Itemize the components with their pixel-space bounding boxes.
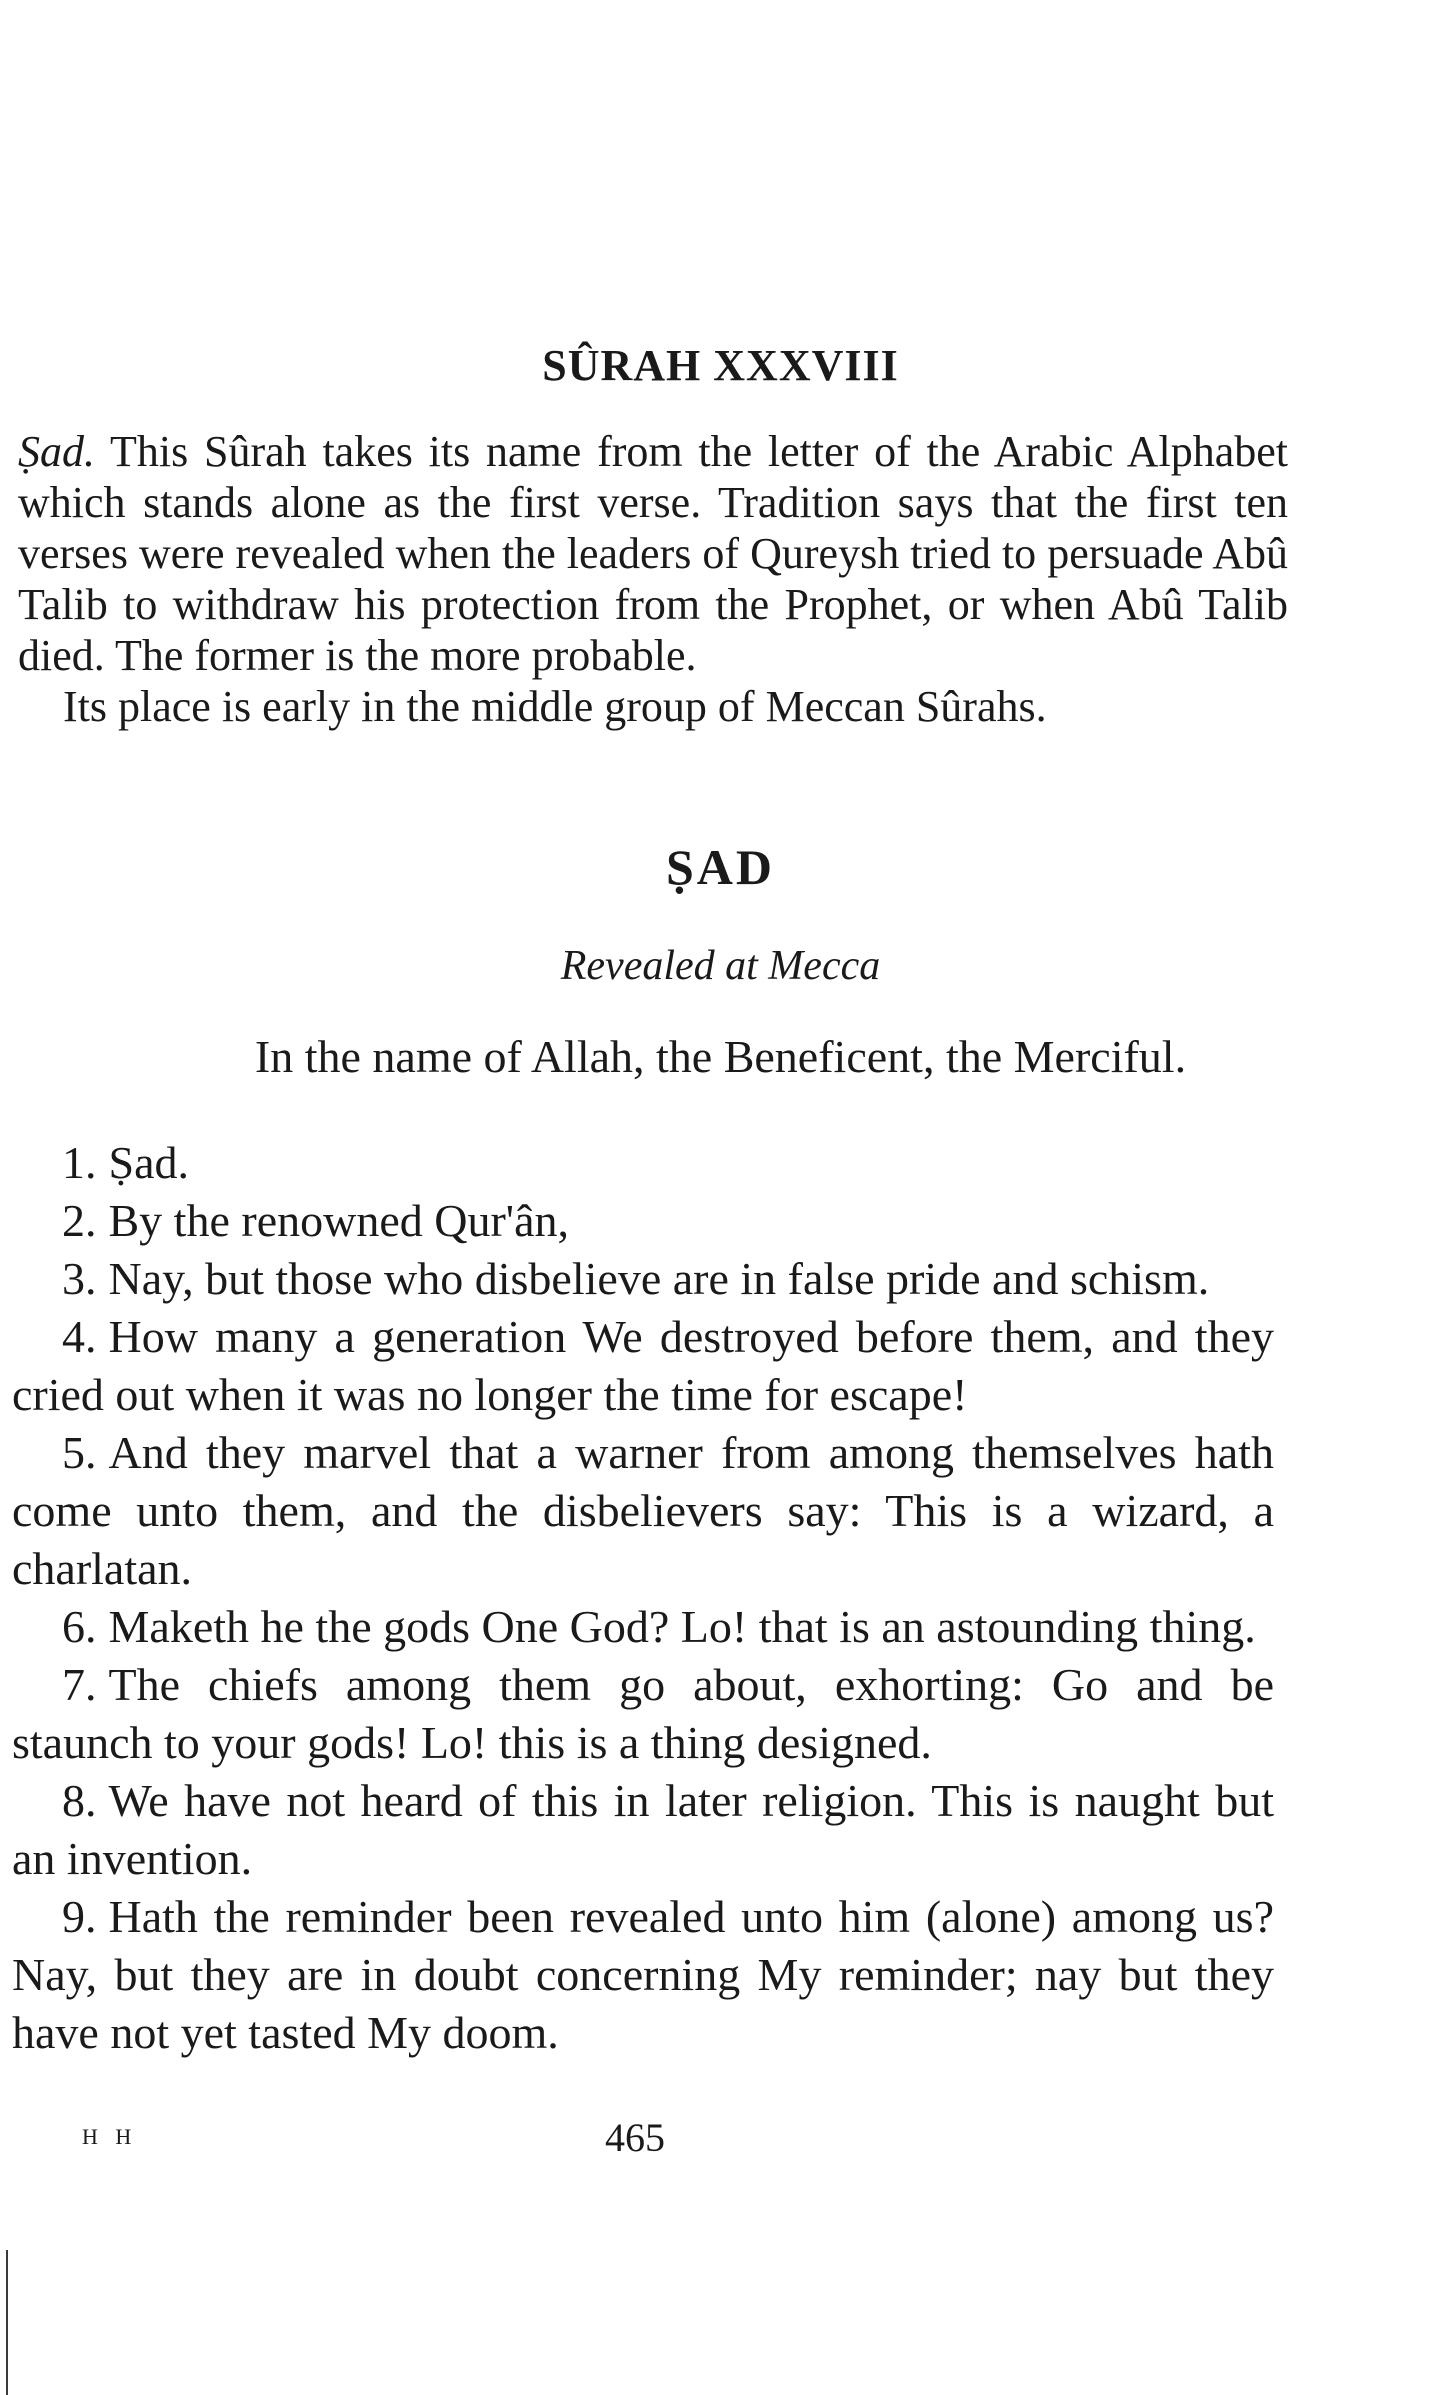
verse	[12, 1772, 1274, 1888]
verse	[12, 1888, 1274, 2062]
verse-number: 1.	[62, 1137, 97, 1188]
intro-label: Ṣad.	[18, 427, 95, 476]
verse	[12, 1250, 1274, 1308]
introduction	[18, 426, 1288, 732]
verse-number: 4.	[62, 1311, 97, 1362]
verse-number: 7.	[62, 1659, 97, 1710]
revelation-place: Revealed at Mecca	[560, 943, 881, 989]
verse	[12, 1656, 1274, 1772]
bismillah: In the name of Allah, the Beneficent, the Merciful.	[254, 1031, 1187, 1082]
verse-text: Maketh he the gods One God? Lo! that is an astounding thing.	[108, 1601, 1256, 1652]
page-number: 465	[605, 2115, 665, 2160]
surah-title: ṢAD	[665, 839, 776, 895]
verse-text: How many a generation We destroyed before them, and they cried out when it was no longer the time for escape!	[12, 1311, 1274, 1420]
verse	[12, 1598, 1274, 1656]
verse-list	[12, 1134, 1274, 2062]
intro-paragraph-2: Its place is early in the middle group of Meccan Sûrahs.	[63, 682, 1047, 731]
verse-text: We have not heard of this in later religion. This is naught but an invention.	[12, 1775, 1274, 1884]
verse	[12, 1308, 1274, 1424]
verse-text: And they marvel that a warner from among themselves hath come unto them, and the disbelievers say: This is a wizard, a charlatan.	[12, 1427, 1274, 1594]
verse	[12, 1192, 1274, 1250]
verse-number: 9.	[62, 1891, 97, 1942]
verse-number: 2.	[62, 1195, 97, 1246]
verse-number: 6.	[62, 1601, 97, 1652]
verse-number: 5.	[62, 1427, 97, 1478]
verse-text: Nay, but those who disbelieve are in false pride and schism.	[108, 1253, 1210, 1304]
intro-paragraph-1	[18, 426, 1288, 681]
verse-text: By the renowned Qur'ân,	[108, 1195, 569, 1246]
verse	[12, 1134, 1274, 1192]
surah-heading: SÛRAH XXXVIII	[542, 341, 899, 390]
binding-edge-line	[6, 2250, 8, 2395]
verse-number: 3.	[62, 1253, 97, 1304]
verse	[12, 1424, 1274, 1598]
signature-mark: H H	[82, 2124, 138, 2149]
intro-text-1: This Sûrah takes its name from the letter of the Arabic Alphabet which stands alone as the first verse. Tradition says that the first ten verses were revealed when the leaders of Qureysh tried to persuade Abû Talib to withdraw his protection from the Prophet, or when Abû Talib died. The former is the more probable.	[18, 427, 1288, 680]
verse-text: The chiefs among them go about, exhorting: Go and be staunch to your gods! Lo! this is a thing designed.	[12, 1659, 1274, 1768]
verse-text: Ṣad.	[108, 1137, 189, 1188]
verse-text: Hath the reminder been revealed unto him (alone) among us? Nay, but they are in doubt concerning My reminder; nay but they have not yet tasted My doom.	[12, 1891, 1274, 2058]
verse-number: 8.	[62, 1775, 97, 1826]
